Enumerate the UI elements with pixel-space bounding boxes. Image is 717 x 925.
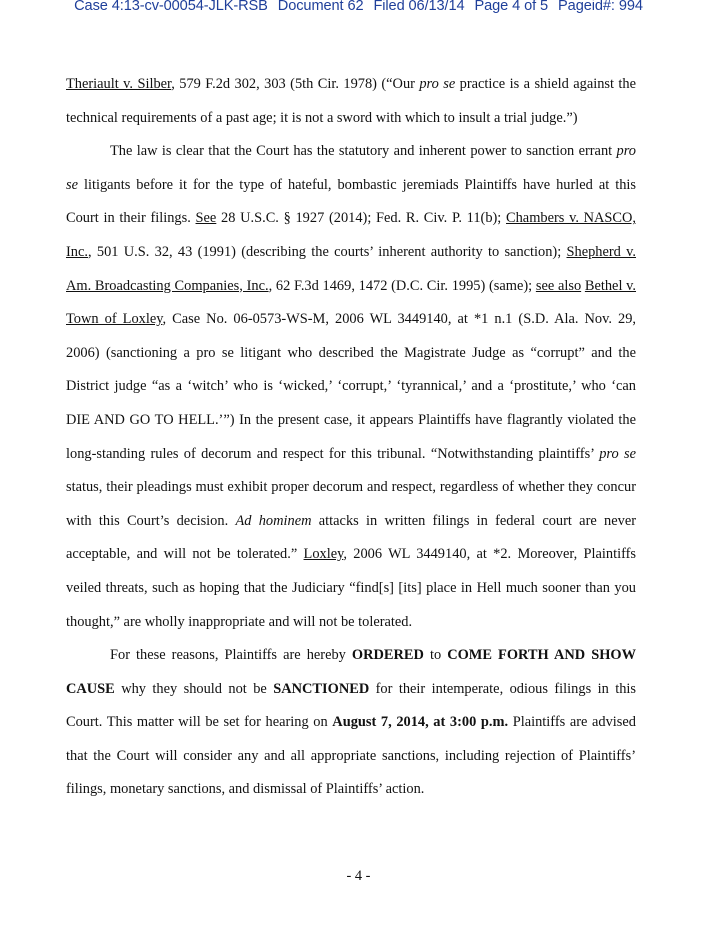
text: The law is clear that the Court has the statutory and inherent power to sanction errant bbox=[110, 143, 617, 160]
italic-text: pro se bbox=[419, 76, 456, 92]
bold-text: COME FORTH AND SHOW CAUSE bbox=[66, 647, 637, 697]
text: , 2006 WL 3449140, at *2. Moreover, Plaintiffs veiled threats, such as hoping that the Judiciary “find[s] [its] place in Hell much sooner than you thought,” are wholly inappropriate and will not be tolerated. bbox=[66, 546, 636, 630]
citation-loxley: Loxley bbox=[303, 546, 344, 563]
text: , 62 F.3d 1469, 1472 (D.C. Cir. 1995) (same); bbox=[268, 277, 536, 294]
text: Plaintiffs are advised that the Court will consider any and all appropriate sanctions, including rejection of Plaintiffs’ filings, monetary sanctions, and dismissal of Plaintiffs’ action. bbox=[66, 714, 636, 798]
page-number: - 4 - bbox=[346, 868, 371, 884]
text: attacks in written filings in federal court are never acceptable, and will not be tolerated.” bbox=[66, 512, 636, 563]
citation-shepherd: Shepherd v. Am. Broadcasting Companies, Inc. bbox=[66, 243, 636, 294]
text: for their intemperate, odious filings in this Court. This matter will be set for hearing on bbox=[66, 680, 637, 731]
italic-text: pro se bbox=[599, 445, 637, 462]
hearing-date: August 7, 2014, at 3:00 p.m. bbox=[332, 714, 509, 731]
paragraph-order bbox=[66, 639, 636, 807]
bold-text: ORDERED bbox=[351, 647, 424, 664]
text: , Case No. 06-0573-WS-M, 2006 WL 3449140, at *1 n.1 (S.D. Ala. Nov. 29, 2006) (sanctioning a pro se litigant who described the Magistrate Judge as “corrupt” and the District judge “as a ‘witch’ who is ‘wicked,’ ‘corrupt,’ ‘tyrannical,’ and a ‘prostitute,’ who ‘can DIE AND GO TO HELL.’”) In the present case, it appears Plaintiffs have flagrantly violated the long-standing rules of decorum and respect for this tribunal. “Notwithstanding plaintiffs’ bbox=[66, 311, 636, 462]
citation-bethel: Bethel v. Town of Loxley bbox=[66, 277, 637, 328]
text: practice is a shield against the technical requirements of a past age; it is not a sword with which to insult a trial judge.”) bbox=[66, 76, 637, 126]
page-id: Pageid#: 994 bbox=[558, 0, 643, 14]
signal-see-also: see also bbox=[535, 277, 582, 294]
text: For these reasons, Plaintiffs are hereby bbox=[110, 647, 352, 664]
text: , 501 U.S. 32, 43 (1991) (describing the courts’ inherent authority to sanction); bbox=[87, 243, 567, 260]
italic-text: Ad hominem bbox=[235, 512, 312, 529]
text: , 579 F.2d 302, 303 (5th Cir. 1978) (“Our bbox=[171, 76, 420, 92]
document-number: Document 62 bbox=[277, 0, 364, 14]
bold-text: SANCTIONED bbox=[273, 680, 370, 697]
case-number: Case 4:13-cv-00054-JLK-RSB bbox=[74, 0, 268, 14]
filed-date: Filed 06/13/14 bbox=[373, 0, 465, 14]
text: litigants before it for the type of hateful, bombastic jeremiads Plaintiffs have hurled at this Court in their filings. bbox=[66, 176, 636, 227]
paragraph-theriault bbox=[66, 68, 636, 135]
page-count: Page 4 of 5 bbox=[474, 0, 549, 14]
document-body bbox=[66, 68, 636, 807]
text: status, their pleadings must exhibit proper decorum and respect, regardless of whether they concur with this Court’s decision. bbox=[66, 479, 636, 529]
paragraph-sanction-power bbox=[66, 135, 636, 639]
text: why they should not be bbox=[114, 680, 274, 697]
text: 28 U.S.C. § 1927 (2014); Fed. R. Civ. P. 11(b); bbox=[216, 210, 507, 227]
filing-header bbox=[0, 0, 717, 14]
signal-see: See bbox=[195, 210, 217, 227]
text: to bbox=[423, 647, 448, 664]
citation-theriault: Theriault v. Silber bbox=[66, 76, 172, 92]
italic-text: pro se bbox=[66, 143, 636, 193]
citation-chambers: Chambers v. NASCO, Inc. bbox=[66, 210, 636, 260]
